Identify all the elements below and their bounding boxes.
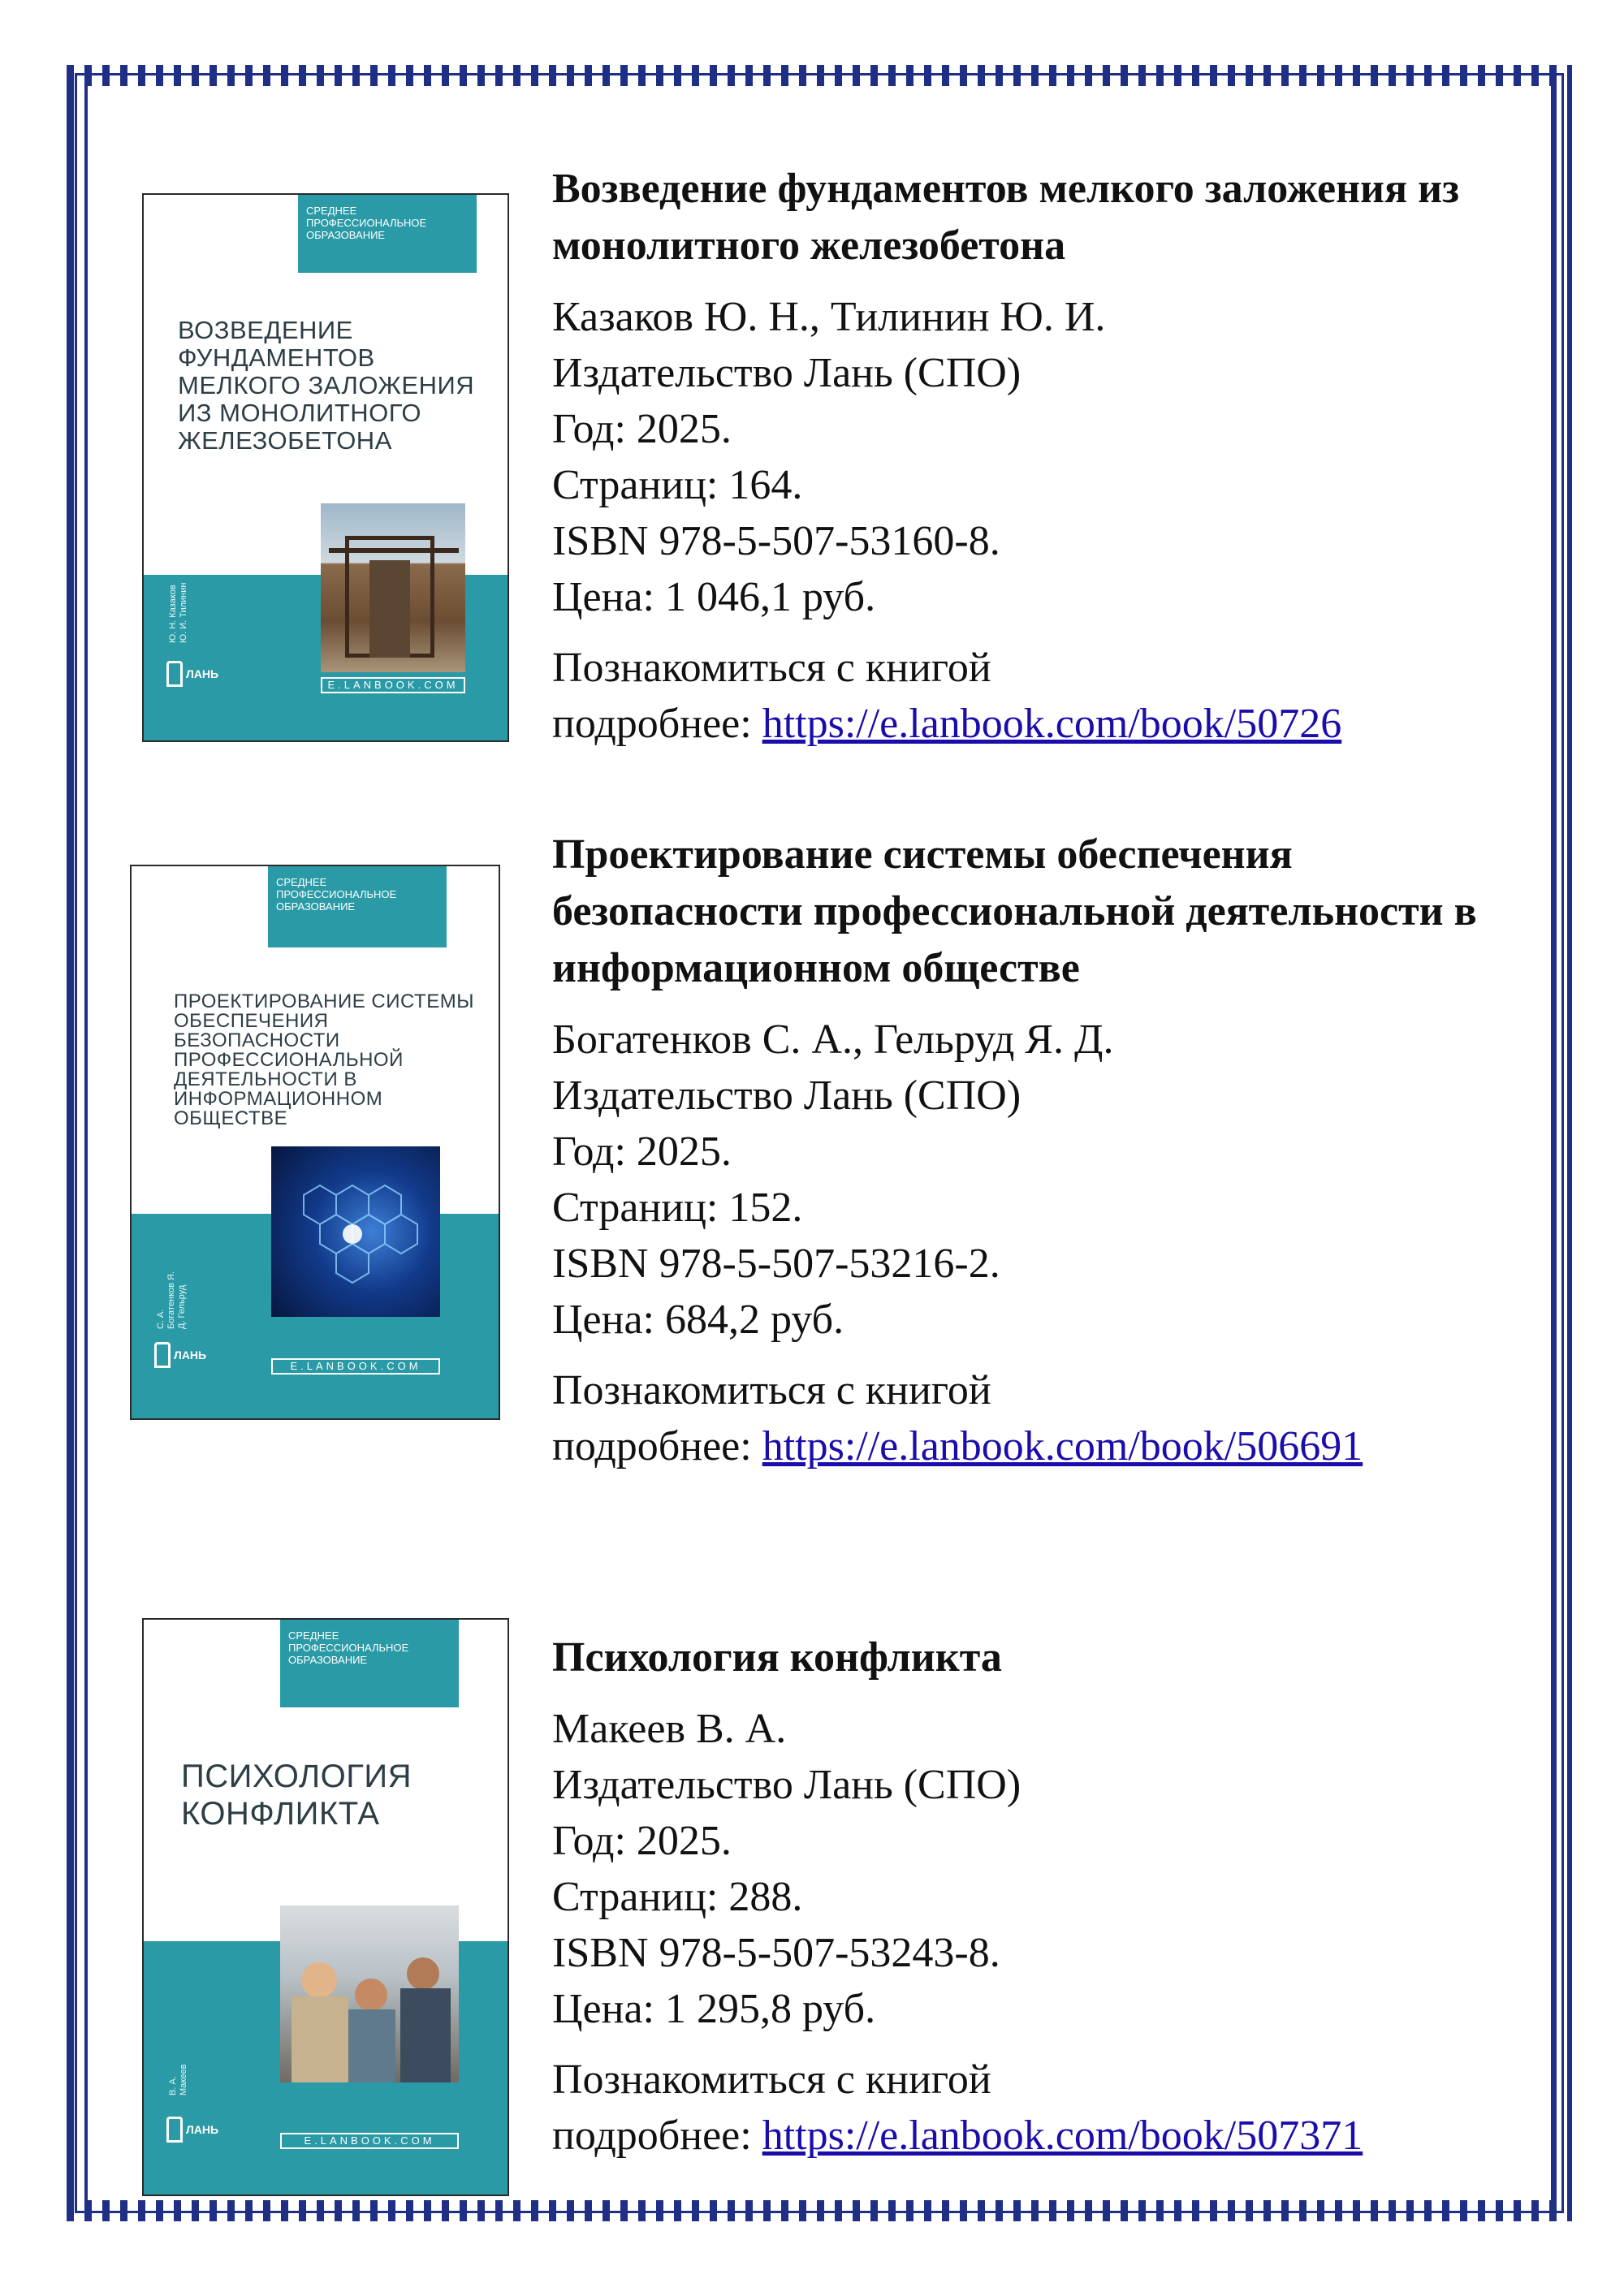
book-price: Цена: 684,2 руб.: [552, 1297, 844, 1343]
book-authors: Макеев В. А.: [552, 1706, 787, 1752]
book-pages: Страниц: 164.: [552, 462, 803, 508]
book-cover-2[interactable]: [130, 865, 500, 1420]
cover-photo-people: [280, 1905, 459, 2082]
book-more: [552, 2052, 1543, 2164]
book-isbn: ISBN 978-5-507-53243-8.: [552, 1930, 1000, 1976]
cover-series-label: СРЕДНЕЕ ПРОФЕССИОНАЛЬНОЕ ОБРАЗОВАНИЕ: [268, 866, 447, 947]
cover-series-label: СРЕДНЕЕ ПРОФЕССИОНАЛЬНОЕ ОБРАЗОВАНИЕ: [280, 1620, 459, 1707]
book-link[interactable]: https://e.lanbook.com/book/506691: [762, 1423, 1363, 1470]
cover-series-label: СРЕДНЕЕ ПРОФЕССИОНАЛЬНОЕ ОБРАЗОВАНИЕ: [298, 195, 477, 273]
book-publisher: Издательство Лань (СПО): [552, 350, 1021, 396]
book-price: Цена: 1 295,8 руб.: [552, 1986, 876, 2032]
publisher-logo-icon: ЛАНЬ: [154, 1340, 211, 1370]
book-title: Проектирование системы обеспечения безопасности профессиональной деятельности в информационном обществе: [552, 831, 1477, 991]
book-more-label: Познакомиться с книгой: [552, 2056, 991, 2103]
book-price: Цена: 1 046,1 руб.: [552, 574, 876, 620]
book-title: Психология конфликта: [552, 1634, 1002, 1681]
book-pages: Страниц: 288.: [552, 1874, 803, 1920]
book-cover-3[interactable]: [142, 1618, 509, 2196]
book-more-prefix: подробнее:: [552, 1423, 762, 1470]
cover-title: ПСИХОЛОГИЯ КОНФЛИКТА: [181, 1759, 412, 1832]
book-year: Год: 2025.: [552, 1129, 732, 1175]
book-isbn: ISBN 978-5-507-53216-2.: [552, 1241, 1000, 1287]
book-cover-1[interactable]: [142, 193, 509, 742]
book-more-label: Познакомиться с книгой: [552, 645, 991, 691]
cover-title: ВОЗВЕДЕНИЕ ФУНДАМЕНТОВ МЕЛКОГО ЗАЛОЖЕНИЯ ИЗ МОНОЛИТНОГО ЖЕЛЕЗОБЕТОНА: [178, 316, 475, 455]
cover-authors: В. А. Макеев: [168, 2064, 188, 2095]
book-more: [552, 1362, 1543, 1474]
book-link[interactable]: https://e.lanbook.com/book/507371: [762, 2113, 1363, 2159]
book-title: Возведение фундаментов мелкого заложения из монолитного железобетона: [552, 166, 1460, 269]
cover-site-label: E.LANBOOK.COM: [280, 2133, 459, 2149]
publisher-logo-icon: ЛАНЬ: [166, 2115, 223, 2144]
book-year: Год: 2025.: [552, 1818, 732, 1864]
book-more-label: Познакомиться с книгой: [552, 1367, 991, 1413]
book-pages: Страниц: 152.: [552, 1185, 803, 1231]
cover-photo-network: [271, 1146, 440, 1317]
cover-title: ПРОЕКТИРОВАНИЕ СИСТЕМЫ ОБЕСПЕЧЕНИЯ БЕЗОПАСНОСТИ ПРОФЕССИОНАЛЬНОЙ ДЕЯТЕЛЬНОСТИ В ИНФОРМАЦИОННОМ ОБЩЕСТВЕ: [174, 990, 474, 1129]
book-isbn: ISBN 978-5-507-53160-8.: [552, 518, 1000, 564]
book-publisher: Издательство Лань (СПО): [552, 1072, 1021, 1119]
book-more-prefix: подробнее:: [552, 701, 762, 747]
book-info-2: [552, 826, 1543, 1474]
book-authors: Казаков Ю. Н., Тилинин Ю. И.: [552, 294, 1106, 340]
cover-authors: Ю. Н. Казаков Ю. И. Тилинин: [168, 582, 188, 643]
book-year: Год: 2025.: [552, 406, 732, 452]
cover-site-label: E.LANBOOK.COM: [271, 1358, 440, 1375]
cover-authors: С. А. Богатенков Я. Д. Гельруд: [156, 1271, 187, 1329]
book-info-3: [552, 1629, 1543, 2164]
book-authors: Богатенков С. А., Гельруд Я. Д.: [552, 1016, 1114, 1063]
book-more: [552, 640, 1543, 752]
book-more-prefix: подробнее:: [552, 2113, 762, 2159]
cover-site-label: E.LANBOOK.COM: [321, 677, 465, 693]
cover-photo-construction: [321, 503, 465, 672]
book-info-1: [552, 161, 1543, 752]
publisher-logo-icon: ЛАНЬ: [166, 659, 223, 688]
book-link[interactable]: https://e.lanbook.com/book/50726: [762, 701, 1342, 747]
book-publisher: Издательство Лань (СПО): [552, 1762, 1021, 1808]
